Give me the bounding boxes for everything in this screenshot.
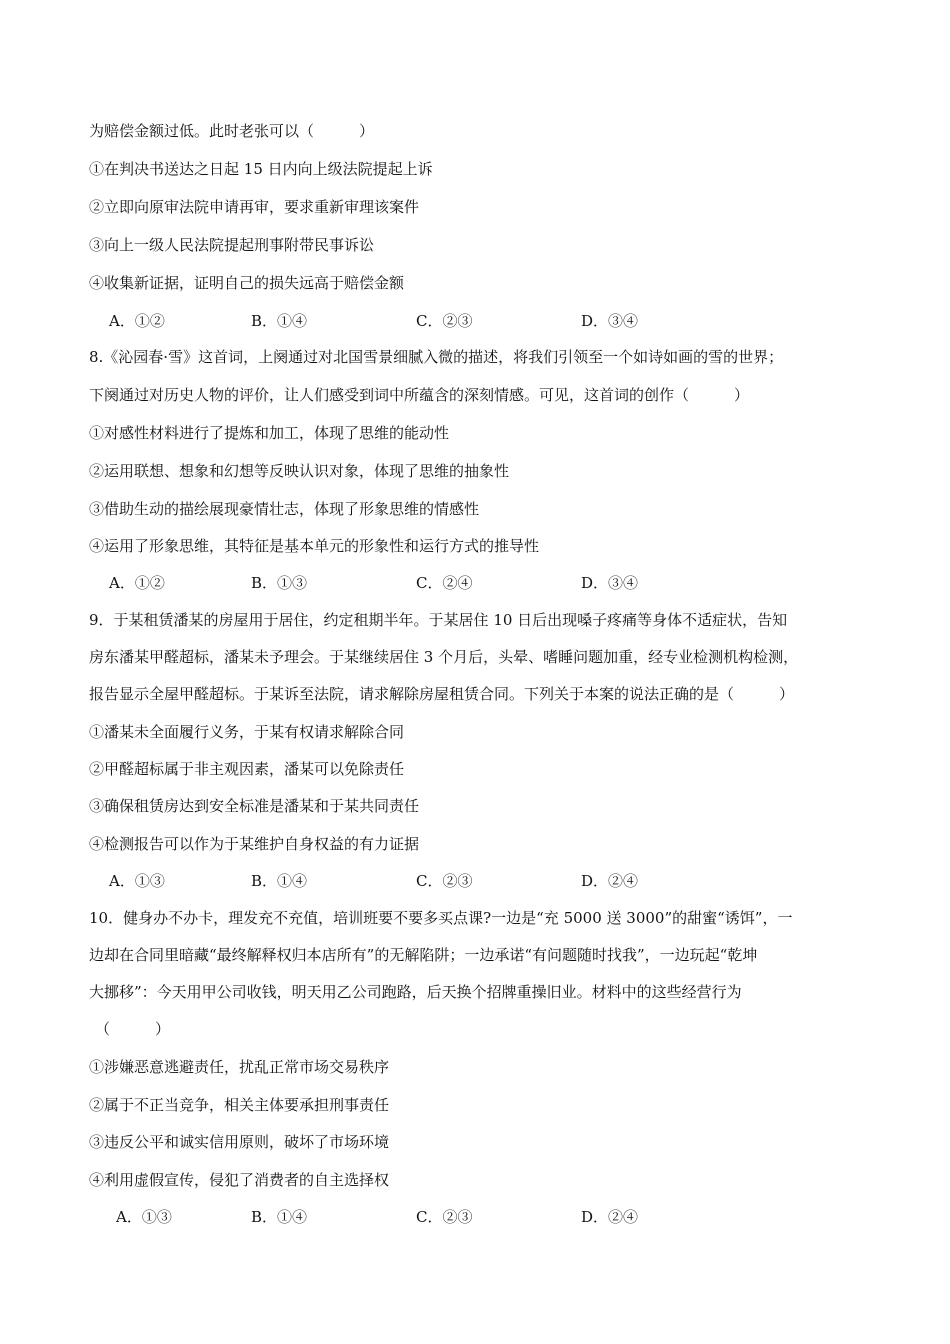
- choice-item: ②运用联想、想象和幻想等反映认识对象，体现了思维的抽象性: [89, 462, 510, 480]
- choice-item: ②属于不正当竞争，相关主体要承担刑事责任: [89, 1096, 390, 1114]
- choice-item: ④利用虚假宣传，侵犯了消费者的自主选择权: [89, 1171, 390, 1189]
- choice-item: ③借助生动的描绘展现豪情壮志，体现了形象思维的情感性: [89, 500, 480, 518]
- question-stem-line: 9．于某租赁潘某的房屋用于居住，约定租期半年。于某居住 10 日后出现嗓子疼痛等身体不适症状，告知: [89, 611, 788, 629]
- choice-item: ①对感性材料进行了提炼和加工，体现了思维的能动性: [89, 424, 450, 442]
- question-stem-line: 房东潘某甲醛超标，潘某未予理会。于某继续居住 3 个月后，头晕、嗜睡问题加重，经专业检测机构检测，: [89, 648, 799, 666]
- option-a: A．①③: [109, 872, 165, 890]
- answer-blank: （ ）: [95, 1020, 171, 1038]
- option-b: B．①④: [251, 872, 308, 890]
- question-stem-line: 边却在合同里暗藏“最终解释权归本店所有”的无解陷阱；一边承诺“有问题随时找我”，一边玩起“乾坤: [89, 946, 758, 964]
- option-c: C．②④: [416, 574, 473, 592]
- choice-item: ①在判决书送达之日起 15 日内向上级法院提起上诉: [89, 160, 433, 178]
- question-stem-line: 下阕通过对历史人物的评价，让人们感受到词中所蕴含的深刻情感。可见，这首词的创作（ ）: [89, 386, 750, 404]
- answer-options: [0, 1207, 950, 1227]
- option-c: C．②③: [416, 312, 473, 330]
- option-a: A．①③: [116, 1208, 172, 1226]
- option-a: A．①②: [109, 574, 165, 592]
- question-stem-line: 报告显示全屋甲醛超标。于某诉至法院，请求解除房屋租赁合同。下列关于本案的说法正确的是（ ）: [89, 685, 795, 703]
- option-d: D．③④: [581, 574, 639, 592]
- choice-item: ②甲醛超标属于非主观因素，潘某可以免除责任: [89, 760, 405, 778]
- choice-item: ③向上一级人民法院提起刑事附带民事诉讼: [89, 236, 375, 254]
- choice-item: ④检测报告可以作为于某维护自身权益的有力证据: [89, 835, 420, 853]
- option-d: D．②④: [581, 1208, 639, 1226]
- choice-item: ④运用了形象思维，其特征是基本单元的形象性和运行方式的推导性: [89, 537, 540, 555]
- option-b: B．①④: [251, 1208, 308, 1226]
- option-b: B．①④: [251, 312, 308, 330]
- question-stem-line: 8.《沁园春·雪》这首词，上阕通过对北国雪景细腻入微的描述，将我们引领至一个如诗如画的雪的世界；: [89, 348, 784, 366]
- answer-options: [0, 311, 950, 331]
- choice-item: ②立即向原审法院申请再审，要求重新审理该案件: [89, 198, 420, 216]
- option-b: B．①③: [251, 574, 308, 592]
- option-d: D．③④: [581, 312, 639, 330]
- choice-item: ①涉嫌恶意逃避责任，扰乱正常市场交易秩序: [89, 1058, 390, 1076]
- choice-item: ①潘某未全面履行义务，于某有权请求解除合同: [89, 723, 405, 741]
- choice-item: ③违反公平和诚实信用原则，破坏了市场环境: [89, 1133, 390, 1151]
- choice-item: ④收集新证据，证明自己的损失远高于赔偿金额: [89, 274, 405, 292]
- question-stem-line: 10．健身办不办卡，理发充不充值，培训班要不要多买点课?一边是“充 5000 送 3000”的甜蜜“诱饵”，一: [89, 909, 793, 927]
- answer-options: [0, 871, 950, 891]
- choice-item: ③确保租赁房达到安全标准是潘某和于某共同责任: [89, 797, 420, 815]
- option-a: A．①②: [109, 312, 165, 330]
- option-c: C．②③: [416, 872, 473, 890]
- option-d: D．②④: [581, 872, 639, 890]
- option-c: C．②③: [416, 1208, 473, 1226]
- answer-options: [0, 573, 950, 593]
- question-stem-line: 大挪移”：今天用甲公司收钱，明天用乙公司跑路，后天换个招牌重操旧业。材料中的这些经营行为: [89, 983, 742, 1001]
- question-stem-line: 为赔偿金额过低。此时老张可以（ ）: [89, 122, 375, 140]
